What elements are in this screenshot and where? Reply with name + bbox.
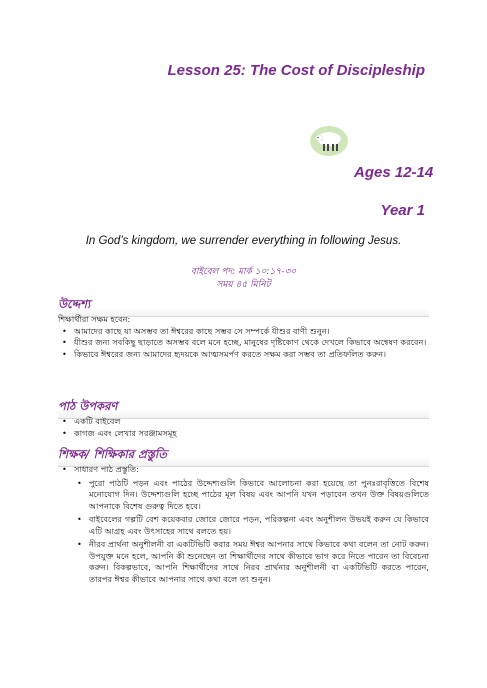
list-item: • নীরব প্রার্থনা অনুশীলনী বা একটিভিটি করার সময় ঈশ্বর আপনার সাথে কিভাবে কথা বলেন তা নোট করুন। উপযুক্ত মনে হলে, আপনি কী শুনেছেন তা শিক্ষার্থীদের সাথে কীভাবে ভাগ করে নিতে পারেন তা বিবেচনা করুন। বিকল্পভাবে, আপনি শিক্ষার্থীদের সাথে নিরব প্রার্থনার অনুশীলনী বা একটিভিটি করতে পারেন, তারপর ঈশ্বর কীভাবে আপনার সাথে কথা বলে তা শুনুন। — [74, 539, 429, 585]
materials-list — [58, 416, 429, 439]
objectives-list — [58, 326, 429, 361]
list-item: • আমাদের কাছে যা অসম্ভব তা ঈশ্বরের কাছে সম্ভব সে সম্পর্কে যীশুর বাণী শুনুন। — [58, 326, 429, 338]
list-item: • পুরো পাঠটি পড়ন এবং পাঠের উদ্দেশ্যগুলি কিভাবে আলোচনা করা হয়েছে তা পুনঃরাবৃত্তিতে বিশেষ মনোযোগ দিন। উদ্দেশ্যগুলি হচ্ছে পাঠের মূল বিষয় এবং আপনি যখন পড়াবেন তখন উক্ত বিষয়গুলিতে আপনাকে বিশেষ গুরুত্ব দিতে হবে। — [74, 478, 429, 513]
preparation-list — [74, 478, 429, 586]
list-item: • যীশুর জন্য সবকিছু ছাড়াতে অসম্ভব বলে মনে হচ্ছে, মানুষের দৃষ্টিকোণ থেকে দেখলে কিভাবে অন্বেষণ করবেন। — [58, 337, 429, 349]
bible-passage: বাইবেল পদ: মার্ক ১০:১৭-৩০ — [190, 267, 297, 277]
lesson-title: Lesson 25: The Cost of Discipleship — [167, 62, 425, 79]
materials-section — [58, 416, 429, 439]
lesson-theme: In God’s kingdom, we surrender everything in following Jesus. — [85, 235, 402, 247]
list-item — [58, 464, 429, 585]
list-item: • কাগজ এবং লেখার সরঞ্জামসমূহ — [58, 428, 429, 440]
objectives-heading: উদ্দেশ্য — [58, 296, 429, 317]
list-item: • কিভাবে ঈশ্বরের জন্য আমাদের হৃদয়কে আত্মসমর্পণ করতে সক্ষম করা সম্ভব তা প্রতিফলিত করুন। — [58, 349, 429, 361]
preparation-heading: শিক্ষক/ শিক্ষিকার প্রস্তুতি — [58, 446, 429, 467]
preparation-section — [58, 464, 429, 585]
general-preparation-label: সাধারণ পাঠ প্রস্তুতি: — [74, 464, 139, 474]
lamb-icon — [309, 125, 349, 161]
list-item: • বাইবেলের গল্পটি বেশ কয়েকবার জোরে জোরে পড়ন, পরিকল্পনা এবং অনুশীলন উভয়ই করুন যে কিভাবে এটি আগ্রহ এবং উৎসাহের সাথে বলতে হয়। — [74, 514, 429, 537]
curriculum-year: Year 1 — [380, 202, 425, 219]
age-range: Ages 12-14 — [354, 164, 434, 181]
objectives-section — [58, 314, 429, 360]
materials-heading: পাঠ উপকরণ — [58, 398, 429, 419]
objectives-intro: শিক্ষার্থীরা সক্ষম হবেন: — [58, 314, 131, 324]
lesson-duration: সময় ৪৫ মিনিট — [216, 280, 271, 290]
list-item: • একটি বাইবেল — [58, 416, 429, 428]
